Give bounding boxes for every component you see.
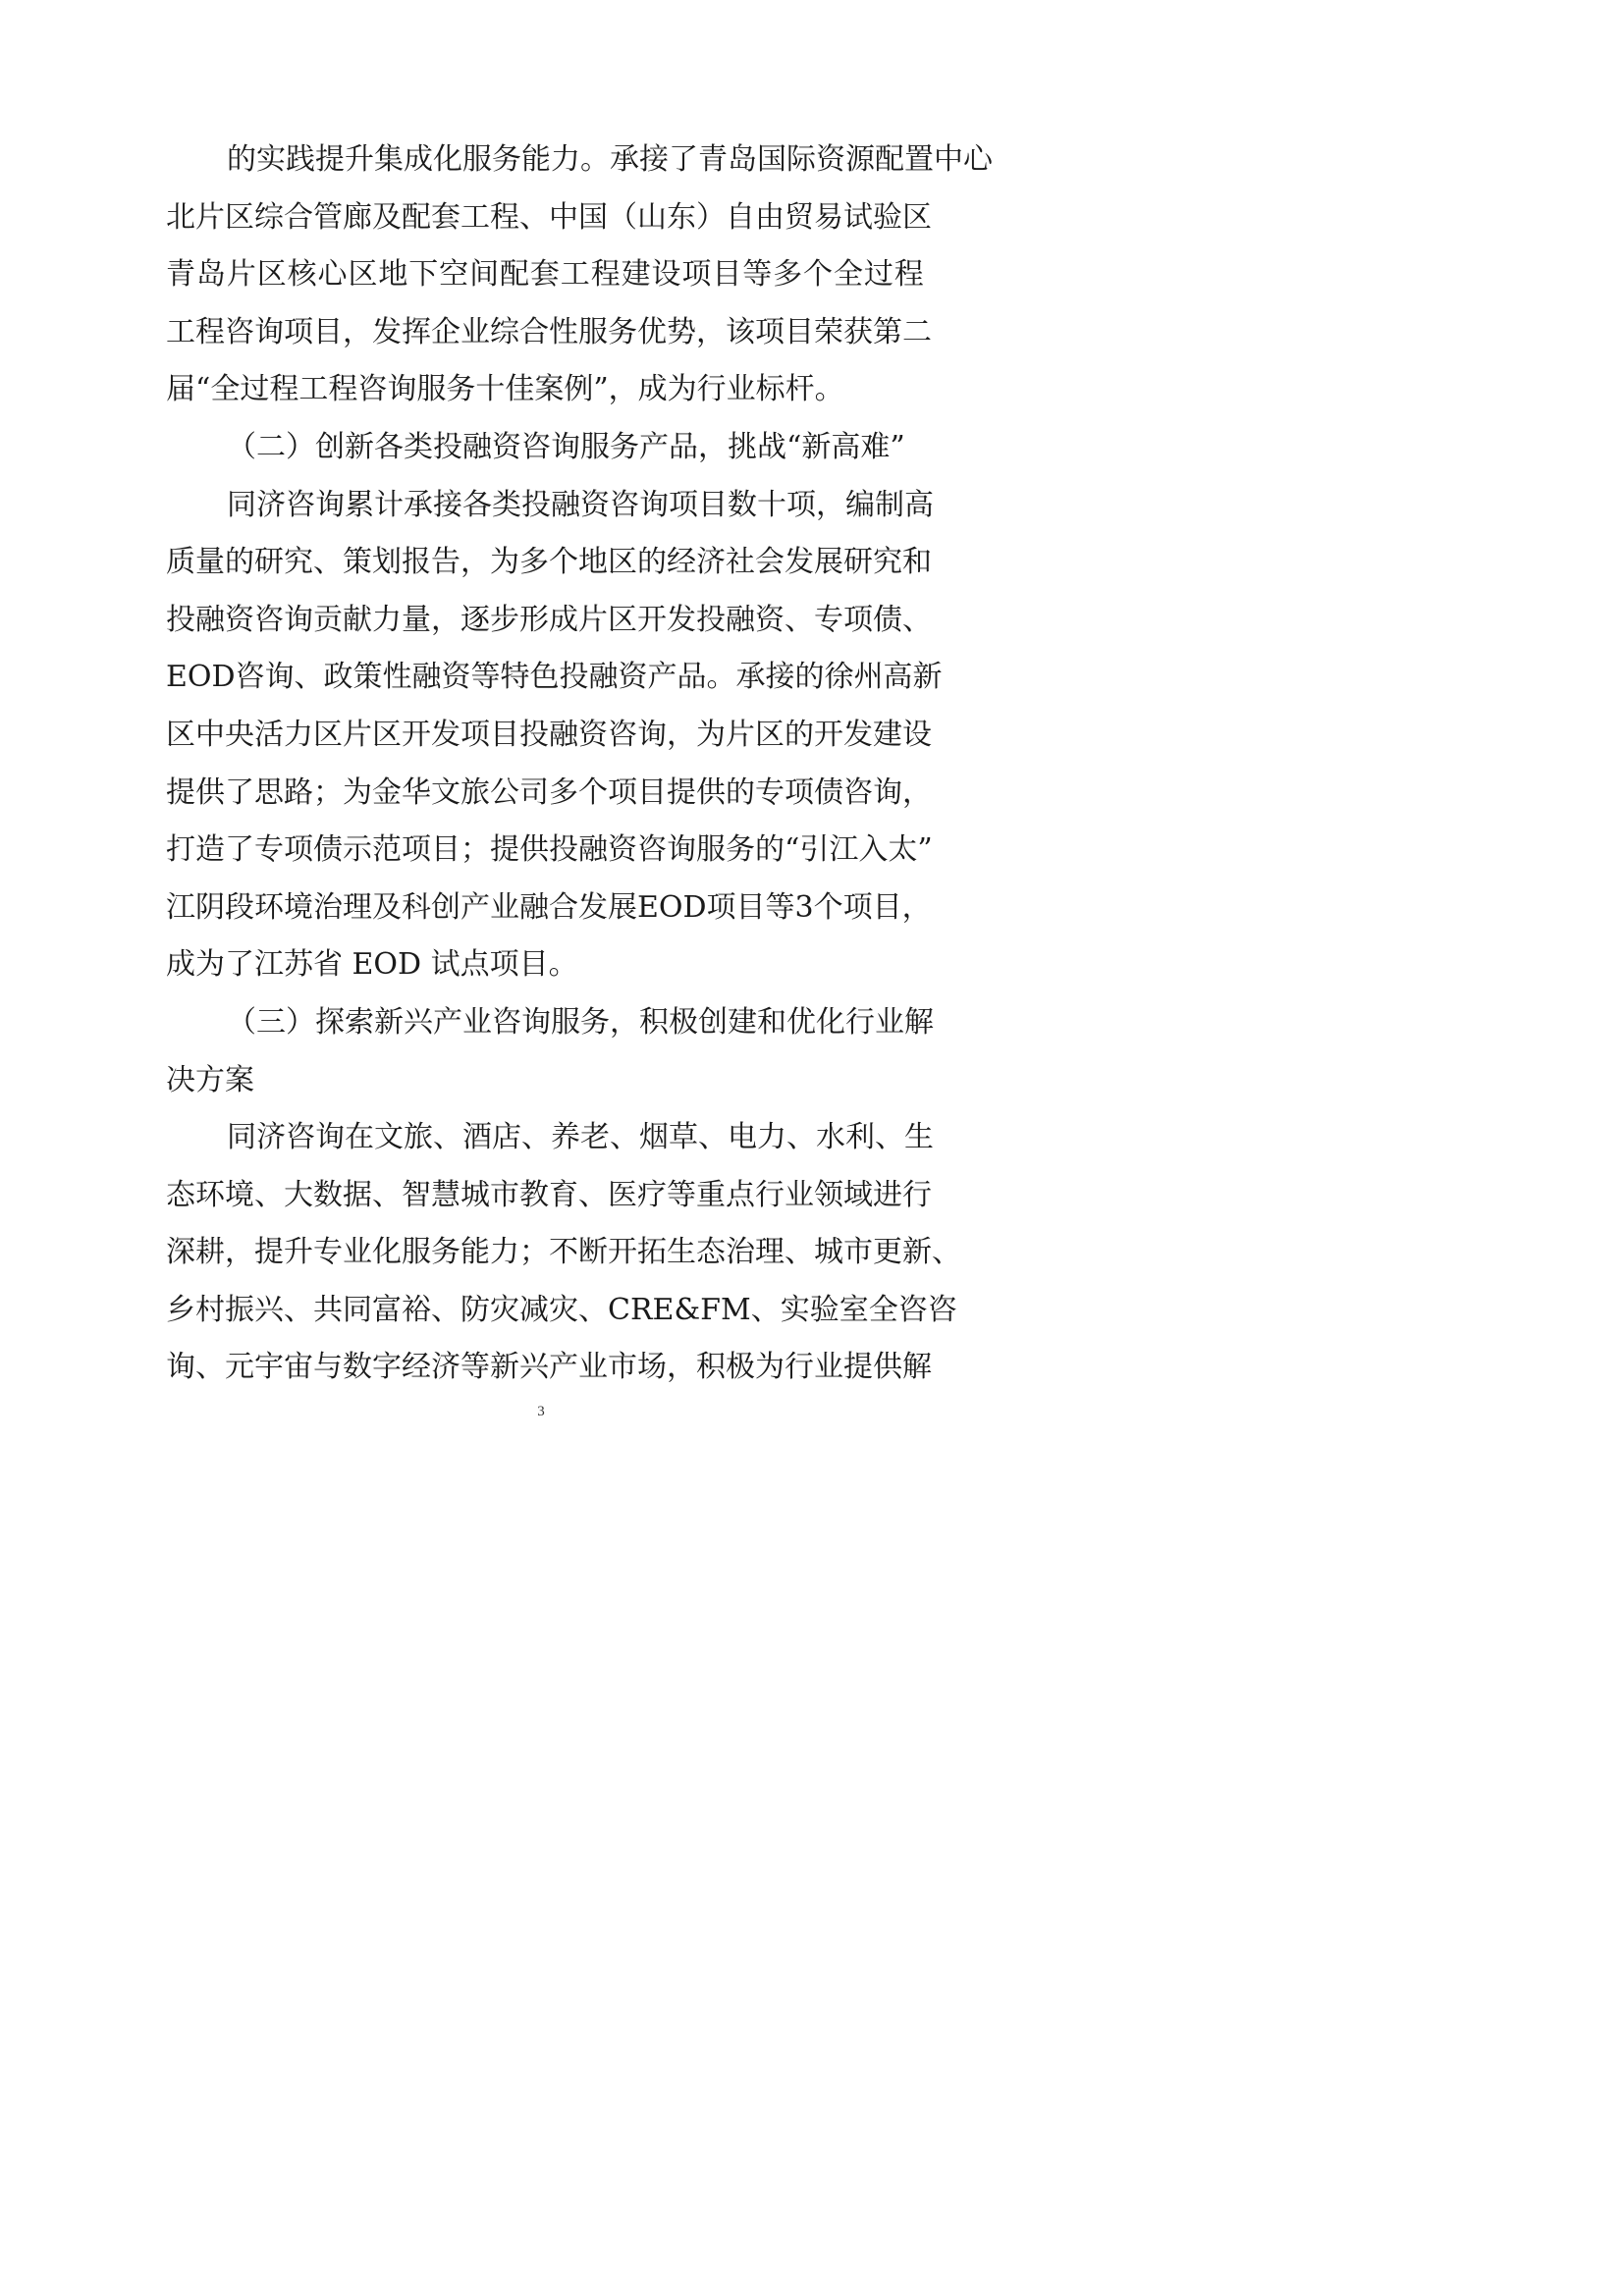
paragraph-investment-consulting: [166, 477, 943, 994]
heading-section-2: [166, 419, 924, 477]
text-line: 深 耕 ， 提 升 专 业 化 服 务 能 力 ； 不 断 开 拓 生 态 治 理 、 城 市 更 新 、: [166, 1235, 961, 1270]
text-line: 工 程 咨 询 项 目 ， 发 挥 企 业 综 合 性 服 务 优 势 ， 该 项 目 荣 获 第 二: [166, 314, 932, 349]
text-line: 江 阴 段 环 境 治 理 及 科 创 产 业 融 合 发 展 EOD 项 目 等 3 个 项 目 ，: [166, 889, 932, 925]
text-line: 北 片 区 综 合 管 廊 及 配 套 工 程 、 中 国 （ 山 东 ） 自 由 贸 易 试 验 区: [166, 199, 932, 235]
text-line: 届“全过程工程咨询服务十佳案例”，成为行业标杆。: [166, 372, 844, 407]
text-line: 区 中 央 活 力 区 片 区 开 发 项 目 投 融 资 咨 询 ， 为 片 区 的 开 发 建 设: [166, 717, 932, 752]
heading-section-3: [166, 994, 934, 1109]
text-line: 打 造 了 专 项 债 示 范 项 目 ； 提 供 投 融 资 咨 询 服 务 的 “ 引 江 入 太 ”: [166, 832, 933, 868]
text-line: 态 环 境 、 大 数 据 、 智 慧 城 市 教 育 、 医 疗 等 重 点 行 业 领 域 进 行: [166, 1177, 932, 1212]
heading-line: （二）创新各类投融资咨询服务产品，挑战“新高难”: [227, 429, 905, 464]
text-line: 的 实 践 提 升 集 成 化 服 务 能 力 。 承 接 了 青 岛 国 际 资 源 配 置 中 心: [227, 142, 993, 177]
text-line: EOD 咨 询 、 政 策 性 融 资 等 特 色 投 融 资 产 品 。 承 接 的 徐 州 高 新: [166, 660, 943, 695]
text-line: 成为了江苏省 EOD 试点项目。: [166, 947, 578, 983]
text-line: 同 济 咨 询 累 计 承 接 各 类 投 融 资 咨 询 项 目 数 十 项 ， 编 制 高: [227, 487, 934, 522]
text-line: 质 量 的 研 究 、 策 划 报 告 ， 为 多 个 地 区 的 经 济 社 会 发 展 研 究 和: [166, 545, 932, 580]
heading-line: （ 三 ） 探 索 新 兴 产 业 咨 询 服 务 ， 积 极 创 建 和 优 化 行 业 解: [227, 1004, 934, 1040]
page-number: 3: [537, 1404, 545, 1419]
text-line: 同 济 咨 询 在 文 旅 、 酒 店 、 养 老 、 烟 草 、 电 力 、 水 利 、 生: [227, 1120, 934, 1155]
paragraph-emerging-industries: [166, 1109, 961, 1397]
text-line: 提 供 了 思 路 ； 为 金 华 文 旅 公 司 多 个 项 目 提 供 的 专 项 债 咨 询 ，: [166, 774, 932, 810]
heading-line: 决方案: [166, 1062, 254, 1097]
text-line: 乡 村 振 兴 、 共 同 富 裕 、 防 灾 减 灾 、 CRE&FM 、 实 验 室 全 咨 咨: [166, 1292, 957, 1327]
text-line: 青 岛 片 区 核 心 区 地 下 空 间 配 套 工 程 建 设 项 目 等 多 个 全 过 程: [166, 257, 924, 293]
paragraph-continued: [166, 132, 993, 419]
text-line: 询 、 元 宇 宙 与 数 字 经 济 等 新 兴 产 业 市 场 ， 积 极 为 行 业 提 供 解: [166, 1350, 932, 1385]
text-line: 投 融 资 咨 询 贡 献 力 量 ， 逐 步 形 成 片 区 开 发 投 融 资 、 专 项 债 、: [166, 602, 932, 637]
document-body: [166, 132, 993, 1397]
